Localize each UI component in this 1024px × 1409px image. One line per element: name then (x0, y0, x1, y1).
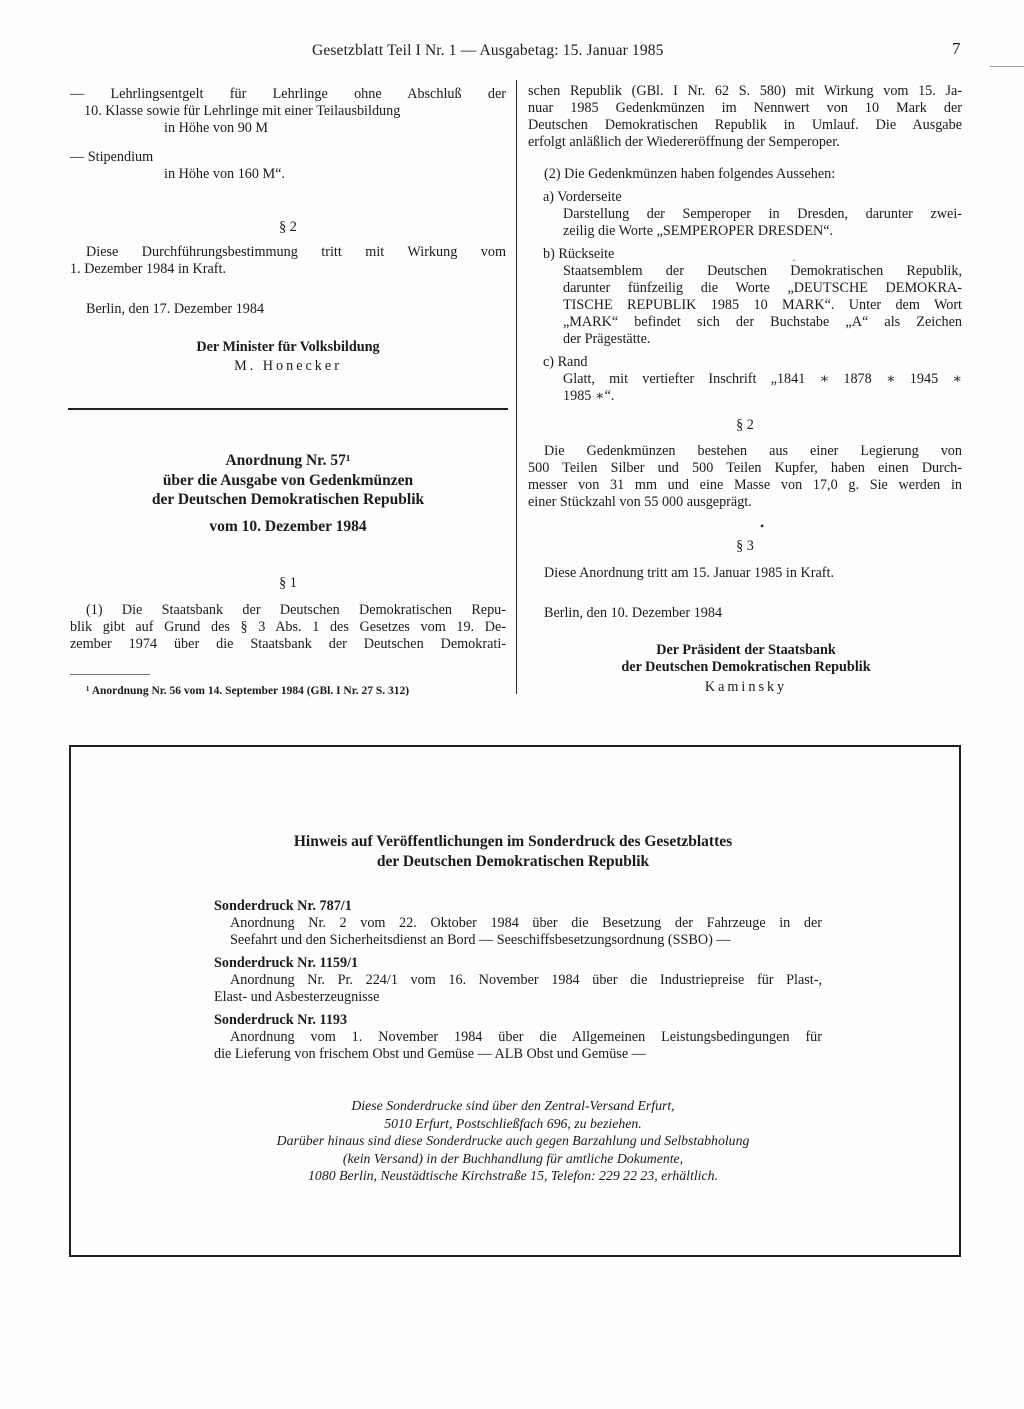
list-item (214, 898, 822, 949)
signer-name: M. Honecker (234, 358, 342, 374)
signer-title: Der Minister für Volksbildung (196, 339, 380, 355)
list-item (70, 86, 506, 137)
list-item-line: Seefahrt und den Sicherheitsdienst an Bord — Seeschiffsbesetzungsordnung (SSBO) — (230, 932, 731, 948)
ordinance-paragraph (70, 602, 506, 653)
page-number: 7 (952, 39, 961, 58)
left-column (70, 86, 506, 183)
list-item-amount: in Höhe von 90 M (164, 120, 269, 136)
coin-description (528, 166, 962, 405)
list-item-line: Anordnung vom 1. November 1984 über die Allgemeinen Leistungsbedingungen für (230, 1029, 822, 1045)
item-line: darunter fünfzeilig die Worte „DEUTSCHE DEMOKRA- (563, 280, 962, 296)
list-item-line: Elast- und Asbesterzeugnisse (214, 989, 380, 1005)
list-item-heading: Sonderdruck Nr. 1193 (214, 1012, 348, 1028)
paragraph-line: 1. Dezember 1984 in Kraft. (70, 261, 227, 277)
section-rule (68, 408, 508, 410)
list-item-line: Anordnung Nr. Pr. 224/1 vom 16. November 1984 über die Industriepreise für Plast-, (230, 972, 822, 988)
item-line: Staatsemblem der Deutschen Demokratischen Republik, (563, 263, 962, 279)
paragraph-line: messer von 31 mm und eine Masse von 17,0 g. Sie werden in (528, 477, 962, 493)
list-item-line: Anordnung Nr. 2 vom 22. Oktober 1984 über die Besetzung der Fahrzeuge in der (230, 915, 822, 931)
section-heading: § 2 (736, 417, 754, 433)
paragraph-line (70, 244, 506, 261)
paragraph-line: Diese Anordnung tritt am 15. Januar 1985 in Kraft. (544, 565, 834, 581)
signer-title (560, 642, 932, 676)
place-date: Berlin, den 17. Dezember 1984 (86, 301, 265, 317)
list-item-line: 10. Klasse sowie für Lehrlinge mit einer Teilausbildung (84, 103, 401, 119)
composition-paragraph (528, 443, 962, 511)
list-item (214, 955, 822, 1006)
paragraph-line: schen Republik (GBl. I Nr. 62 S. 580) mit Wirkung vom 15. Ja- (528, 83, 962, 99)
list-item-line: — Stipendium (70, 149, 154, 165)
notice-title (120, 832, 906, 872)
paragraph-line: blik gibt auf Grund des § 3 Abs. 1 des Gesetzes vom 19. De- (70, 619, 506, 635)
item-label: b) Rückseite (543, 246, 615, 262)
item-line: „MARK“ befindet sich der Buchstabe „A“ als Zeichen (563, 314, 962, 330)
running-header: Gesetzblatt Teil I Nr. 1 — Ausgabetag: 15. Januar 1985 (312, 42, 664, 59)
paragraph-line: zember 1974 über die Staatsbank der Deutschen Demokrati- (70, 636, 506, 652)
distribution-note (120, 1097, 906, 1185)
ordinance-title-line: über die Ausgabe von Gedenkmünzen (162, 471, 414, 489)
header-rule (990, 66, 1024, 67)
item-label: a) Vorderseite (543, 189, 622, 205)
item-line: 1985 ∗“. (563, 388, 615, 404)
place-date: Berlin, den 10. Dezember 1984 (544, 605, 723, 621)
right-column-continuation (528, 83, 962, 151)
sonderdruck-list (214, 898, 822, 1063)
signer-title-line: der Deutschen Demokratischen Republik (621, 659, 871, 675)
list-item-heading: Sonderdruck Nr. 1159/1 (214, 955, 359, 971)
list-item-line: die Lieferung von frischem Obst und Gemüse — ALB Obst und Gemüse — (214, 1046, 646, 1062)
item-line: Darstellung der Semperoper in Dresden, darunter zwei- (563, 206, 962, 222)
paragraph-line-text: Diese Durchführungsbestimmung tritt mit Wirkung vom (86, 244, 506, 260)
paragraph-line-text: (1) Die Staatsbank der Deutschen Demokratischen Repu- (86, 602, 506, 618)
paragraph-line (70, 602, 506, 619)
ordinance-title (70, 451, 506, 536)
paragraph-line: erfolgt anläßlich der Wiedereröffnung der Semperoper. (528, 134, 840, 150)
distribution-line: Darüber hinaus sind diese Sonderdrucke auch gegen Barzahlung und Selbstabholung (276, 1133, 750, 1148)
signer-name: Kaminsky (704, 679, 788, 695)
signer-title-line: Der Präsident der Staatsbank (656, 642, 836, 658)
notice-title-line: Hinweis auf Veröffentlichungen im Sonderdruck des Gesetzblattes (293, 833, 733, 850)
list-item-heading: Sonderdruck Nr. 787/1 (214, 898, 352, 914)
item-label: c) Rand (543, 354, 588, 370)
distribution-line: Diese Sonderdrucke sind über den Zentral-Versand Erfurt, (351, 1098, 675, 1113)
footnote-rule (70, 674, 150, 675)
distribution-line: (kein Versand) in der Buchhandlung für amtliche Dokumente, (342, 1150, 684, 1166)
ordinance-title-line: Anordnung Nr. 57¹ (225, 452, 351, 469)
paragraph-line-text: Die Gedenkmünzen bestehen aus einer Legierung von (544, 443, 962, 459)
list-item (214, 1012, 822, 1063)
item-line: TISCHE REPUBLIK 1985 10 MARK“. Unter dem Wort (563, 297, 962, 313)
paragraph-line: Deutschen Demokratischen Republik in Umlauf. Die Ausgabe (528, 117, 962, 133)
paragraph-line: 500 Teilen Silber und 500 Teilen Kupfer, haben einen Durch- (528, 460, 962, 476)
distribution-line: 1080 Berlin, Neustädtische Kirchstraße 15, Telefon: 229 22 23, erhältlich. (308, 1168, 718, 1183)
list-item (70, 149, 506, 183)
column-divider (516, 80, 517, 694)
notice-title-line: der Deutschen Demokratischen Republik (376, 853, 650, 870)
scan-speck: · (792, 253, 796, 267)
list-item-line: — Lehrlingsentgelt für Lehrlinge ohne Abschluß der (70, 86, 506, 102)
distribution-line: 5010 Erfurt, Postschließfach 696, zu beziehen. (384, 1115, 642, 1131)
ordinance-date: vom 10. Dezember 1984 (209, 517, 367, 535)
section-heading: § 1 (279, 575, 297, 591)
paragraph-line: nuar 1985 Gedenkmünzen im Nennwert von 10 Mark der (528, 100, 962, 116)
item-line: der Prägestätte. (563, 331, 651, 347)
paragraph-line (528, 443, 962, 460)
scan-speck: • (760, 519, 765, 533)
ordinance-title-line: der Deutschen Demokratischen Republik (151, 491, 425, 508)
footnote: ¹ Anordnung Nr. 56 vom 14. September 1984 (GBl. I Nr. 27 S. 312) (86, 685, 410, 697)
section-heading: § 2 (279, 219, 297, 235)
left-section2-text (70, 244, 506, 278)
list-item-amount: in Höhe von 160 M“. (164, 166, 285, 182)
paragraph-line: (2) Die Gedenkmünzen haben folgendes Aussehen: (544, 166, 836, 182)
paragraph-line: einer Stückzahl von 55 000 ausgeprägt. (528, 494, 752, 510)
section-heading: § 3 (736, 538, 754, 554)
item-line: Glatt, mit vertiefter Inschrift „1841 ∗ 1878 ∗ 1945 ∗ (563, 371, 962, 387)
item-line: zeilig die Worte „SEMPEROPER DRESDEN“. (563, 223, 834, 239)
